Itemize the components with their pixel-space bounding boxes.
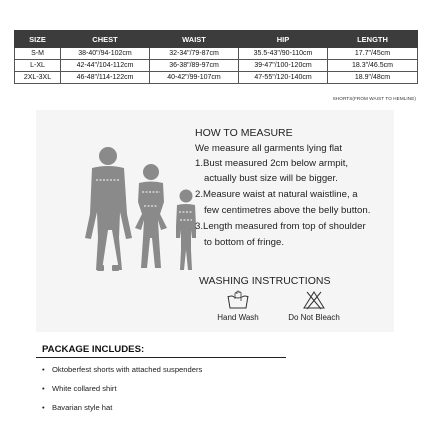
header-length: LENGTH <box>328 31 418 48</box>
list-item <box>42 403 112 412</box>
package-item-text: White collared shirt <box>52 384 117 393</box>
cell-hip: 35.5-43"/90-110cm <box>239 48 328 60</box>
table-row <box>15 72 418 84</box>
shorts-length-note: SHORTS(FROM WAIST TO HEMLINE) <box>332 96 416 101</box>
cell-size: S-M <box>15 48 61 60</box>
cell-waist: 40-42"/99-107cm <box>150 72 239 84</box>
cell-chest: 42-44"/104-112cm <box>61 60 150 72</box>
table-row <box>15 48 418 60</box>
cell-waist: 32-34"/79-87cm <box>150 48 239 60</box>
header-waist: WAIST <box>150 31 239 48</box>
package-item-text: Oktoberfest shorts with attached suspenders <box>52 365 203 374</box>
do-not-bleach-label: Do Not Bleach <box>288 313 340 322</box>
child-figure-icon <box>176 190 196 271</box>
cell-size: L-XL <box>15 60 61 72</box>
cell-chest: 46-48"/114-122cm <box>61 72 150 84</box>
do-not-bleach-care-item <box>279 290 349 322</box>
hand-wash-icon <box>226 290 250 310</box>
cell-size: 2XL-3XL <box>15 72 61 84</box>
header-chest: CHEST <box>61 31 150 48</box>
hand-wash-label: Hand Wash <box>217 313 259 322</box>
hand-wash-care-item <box>203 290 273 322</box>
cell-length: 17.7"/45cm <box>328 48 418 60</box>
package-includes-title: PACKAGE INCLUDES: <box>42 344 145 355</box>
measure-line: We measure all garments lying flat <box>195 143 342 154</box>
cell-chest: 38-40"/94-102cm <box>61 48 150 60</box>
cell-length: 18.3"/46.5cm <box>328 60 418 72</box>
body-figures-illustration <box>36 110 196 332</box>
list-item <box>42 365 202 374</box>
size-chart-header-row <box>15 31 418 48</box>
cell-waist: 36-38"/89-97cm <box>150 60 239 72</box>
how-to-measure-panel <box>36 110 394 332</box>
measure-line: to bottom of fringe. <box>204 237 284 248</box>
cell-hip: 39-47"/100-120cm <box>239 60 328 72</box>
bullet-icon: • <box>42 384 45 393</box>
measure-line: few centimetres above the belly button. <box>204 205 371 216</box>
how-to-measure-title: HOW TO MEASURE <box>195 127 293 139</box>
measure-line: actually bust size will be bigger. <box>204 173 338 184</box>
cell-hip: 47-55"/120-140cm <box>239 72 328 84</box>
package-divider <box>36 357 286 358</box>
bullet-icon: • <box>42 403 45 412</box>
measure-line: 3.Length measured from top of shoulder <box>195 221 366 232</box>
man-figure-icon <box>85 147 132 271</box>
washing-instructions-title: WASHING INSTRUCTIONS <box>199 275 331 287</box>
size-chart-table <box>14 30 418 84</box>
measure-line: 1.Bust measured 2cm below armpit, <box>195 158 349 169</box>
header-size: SIZE <box>15 31 61 48</box>
measure-line: 2.Measure waist at natural waistline, a <box>195 189 358 200</box>
bullet-icon: • <box>42 365 45 374</box>
do-not-bleach-icon <box>302 290 326 310</box>
table-row <box>15 60 418 72</box>
cell-length: 18.9"/48cm <box>328 72 418 84</box>
package-item-text: Bavarian style hat <box>52 403 113 412</box>
list-item <box>42 384 117 393</box>
header-hip: HIP <box>239 31 328 48</box>
woman-figure-icon <box>135 164 167 268</box>
